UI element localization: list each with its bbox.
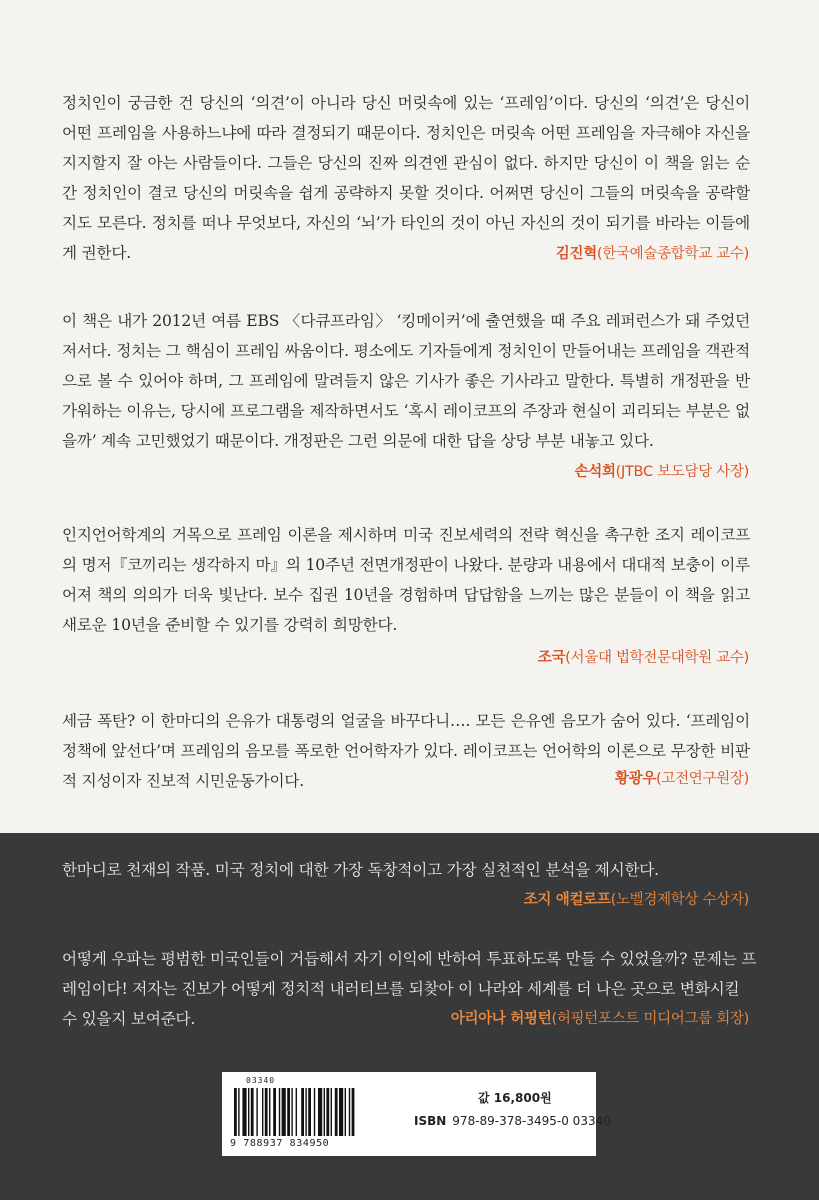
barcode-panel bbox=[222, 1072, 611, 1156]
author-name: 김진혁 bbox=[555, 246, 597, 262]
dark-blurb-attribution-1 bbox=[524, 888, 749, 912]
barcode-icon bbox=[234, 1088, 402, 1136]
author-role: (허핑턴포스트 미디어그룹 회장) bbox=[551, 1011, 749, 1027]
author-name: 조국 bbox=[537, 650, 566, 666]
author-role: (고전연구원장) bbox=[656, 771, 749, 787]
blurb-text-2: 이 책은 내가 2012년 여름 EBS 〈다큐프라임〉 ‘킹메이커’에 출연했을 때 주요 레퍼런스가 돼 주었던 저서다. 정치는 그 핵심이 프레임 싸움이다. 평소에도 기자들에게 정치인이 만들어내는 프레임을 객관적으로 볼 수 있어야 하며, 그 프레임에 말려들지 않은 기사가 좋은 기사라고 말한다. 특별히 개정판을 반가워하는 이유는, 당시에 프로그램을 제작하면서도 ‘혹시 레이코프의 주장과 현실이 괴리되는 부분은 없을까’ 계속 고민했었기 때문이다. 개정판은 그런 의문에 대한 답을 상당 부분 내놓고 있다. bbox=[62, 312, 750, 450]
blurb-text-1: 정치인이 궁금한 건 당신의 ‘의견’이 아니라 당신 머릿속에 있는 ‘프레임’이다. 당신의 ‘의견’은 당신이 어떤 프레임을 사용하느냐에 따라 결정되기 때문이다. 정치인은 머릿속 어떤 프레임을 자극해야 자신을 지지할지 잘 아는 사람들이다. 그들은 당신의 진짜 의견엔 관심이 없다. 하지만 당신이 이 책을 읽는 순간 정치인이 결코 당신의 머릿속을 쉽게 공략하지 못할 것이다. 어쩌면 당신이 그들의 머릿속을 공략할지도 모른다. 정치를 떠나 무엇보다, 자신의 ‘뇌’가 타인의 것이 아닌 자신의 것이 되기를 바라는 이들에게 권한다. bbox=[62, 94, 750, 262]
author-role: (JTBC 보도담당 사장) bbox=[615, 464, 749, 480]
author-name: 아리아나 허핑턴 bbox=[450, 1011, 552, 1027]
dark-blurb-attribution-2 bbox=[451, 1007, 749, 1031]
blurb-attribution-2 bbox=[575, 460, 749, 484]
blurb-attribution-3 bbox=[538, 646, 749, 670]
dark-blurb-text-1: 한마디로 천재의 작품. 미국 정치에 대한 가장 독창적이고 가장 실천적인 분석을 제시한다. bbox=[62, 861, 659, 879]
author-role: (한국예술종합학교 교수) bbox=[596, 246, 749, 262]
barcode-number: 9 788937 834950 bbox=[230, 1138, 330, 1149]
author-name: 손석희 bbox=[574, 464, 616, 480]
blurb-attribution-1 bbox=[556, 242, 749, 266]
author-name: 황광우 bbox=[614, 771, 657, 787]
author-role: (서울대 법학전문대학원 교수) bbox=[565, 650, 749, 666]
author-role: (노벨경제학상 수상자) bbox=[610, 892, 749, 908]
price: 값 16,800원 bbox=[478, 1091, 552, 1105]
isbn bbox=[414, 1114, 611, 1128]
blurb-text-3: 인지언어학계의 거목으로 프레임 이론을 제시하며 미국 진보세력의 전략 혁신을 촉구한 조지 레이코프의 명저『코끼리는 생각하지 마』의 10주년 전면개정판이 나왔다. 분량과 내용에서 대대적 보충이 이루어져 책의 의의가 더욱 빛난다. 보수 집권 10년을 경험하며 답답함을 느끼는 많은 분들이 이 책을 읽고 새로운 10년을 준비할 수 있기를 강력히 희망한다. bbox=[62, 526, 750, 634]
author-name: 조지 애컬로프 bbox=[523, 892, 611, 908]
dark-blurb-text-2: 어떻게 우파는 평범한 미국인들이 거듭해서 자기 이익에 반하여 투표하도록 만들 수 있었을까? 문제는 프레임이다! 저자는 진보가 어떻게 정치적 내러티브를 되찾아 이 나라와 세계를 더 나은 곳으로 변화시킬 수 있을지 보여준다. bbox=[62, 950, 757, 1028]
barcode-addon-number: 03340 bbox=[246, 1076, 276, 1085]
isbn-label: ISBN bbox=[414, 1114, 447, 1128]
blurb-attribution-4 bbox=[615, 767, 749, 791]
isbn-value: 978-89-378-3495-0 03340 bbox=[452, 1114, 611, 1128]
blurb-text-4: 세금 폭탄? 이 한마디의 은유가 대통령의 얼굴을 바꾸다니…. 모든 은유엔 음모가 숨어 있다. ‘프레임이 정책에 앞선다’며 프레임의 음모를 폭로한 언어학자가 있다. 레이코프는 언어학의 이론으로 무장한 비판적 지성이자 진보적 시민운동가이다. bbox=[62, 712, 750, 790]
